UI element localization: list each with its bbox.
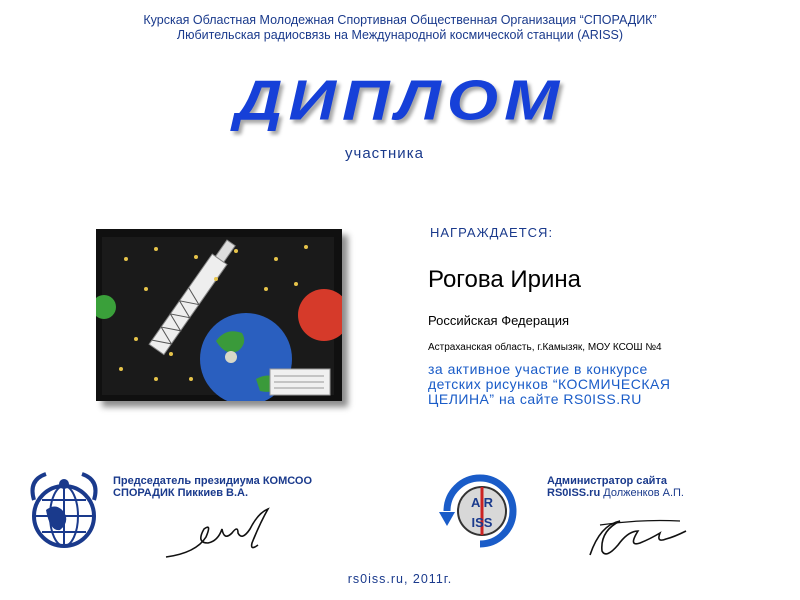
award-reason-line: за активное участие в конкурсе xyxy=(428,361,648,377)
space-drawing-picture xyxy=(96,229,342,401)
left-signature xyxy=(160,505,290,565)
ariss-logo xyxy=(435,466,525,556)
childrens-drawing-image xyxy=(96,229,342,401)
admin-name: Долженков А.П. xyxy=(603,487,684,499)
ariss-bottom-text: ISS xyxy=(471,515,493,530)
left-signatory-name: СПОРАДИК Пиккиев В.А. xyxy=(113,487,249,499)
diploma-subtitle: участника xyxy=(345,145,424,162)
right-signatory-title: Администратор сайта xyxy=(547,475,667,487)
award-reason xyxy=(428,362,768,407)
right-signatory xyxy=(547,475,684,499)
award-reason-line: детских рисунков “КОСМИЧЕСКАЯ xyxy=(428,376,671,392)
left-signatory xyxy=(113,475,312,499)
recipient-country: Российская Федерация xyxy=(428,313,570,328)
recipient-name: Рогова Ирина xyxy=(428,266,581,293)
awarded-heading: НАГРАЖДАЕТСЯ: xyxy=(430,225,554,240)
signature-icon xyxy=(580,505,700,565)
diploma-title: ДИПЛОМ xyxy=(234,68,566,132)
signature-icon xyxy=(160,505,290,565)
globe-icon xyxy=(24,470,104,550)
header-ariss: Любительская радиосвязь на Международной космической станции (ARISS) xyxy=(176,28,624,42)
right-signature xyxy=(580,505,700,565)
ariss-emblem-icon xyxy=(435,466,525,556)
header-organization: Курская Областная Молодежная Спортивная Общественная Организация “СПОРАДИК” xyxy=(143,13,657,27)
left-signatory-title: Председатель президиума КОМСОО xyxy=(113,475,313,487)
award-reason-line: ЦЕЛИНА” на сайте RS0ISS.RU xyxy=(428,391,642,407)
ariss-top-text: A R xyxy=(471,495,493,510)
globe-radio-logo xyxy=(24,470,104,550)
site-name: RS0ISS.ru xyxy=(547,487,601,499)
right-signatory-name xyxy=(547,487,684,499)
footer-site-year: rs0iss.ru, 2011г. xyxy=(347,572,453,586)
recipient-region: Астраханская область, г.Камызяк, МОУ КСОШ №4 xyxy=(428,342,662,353)
